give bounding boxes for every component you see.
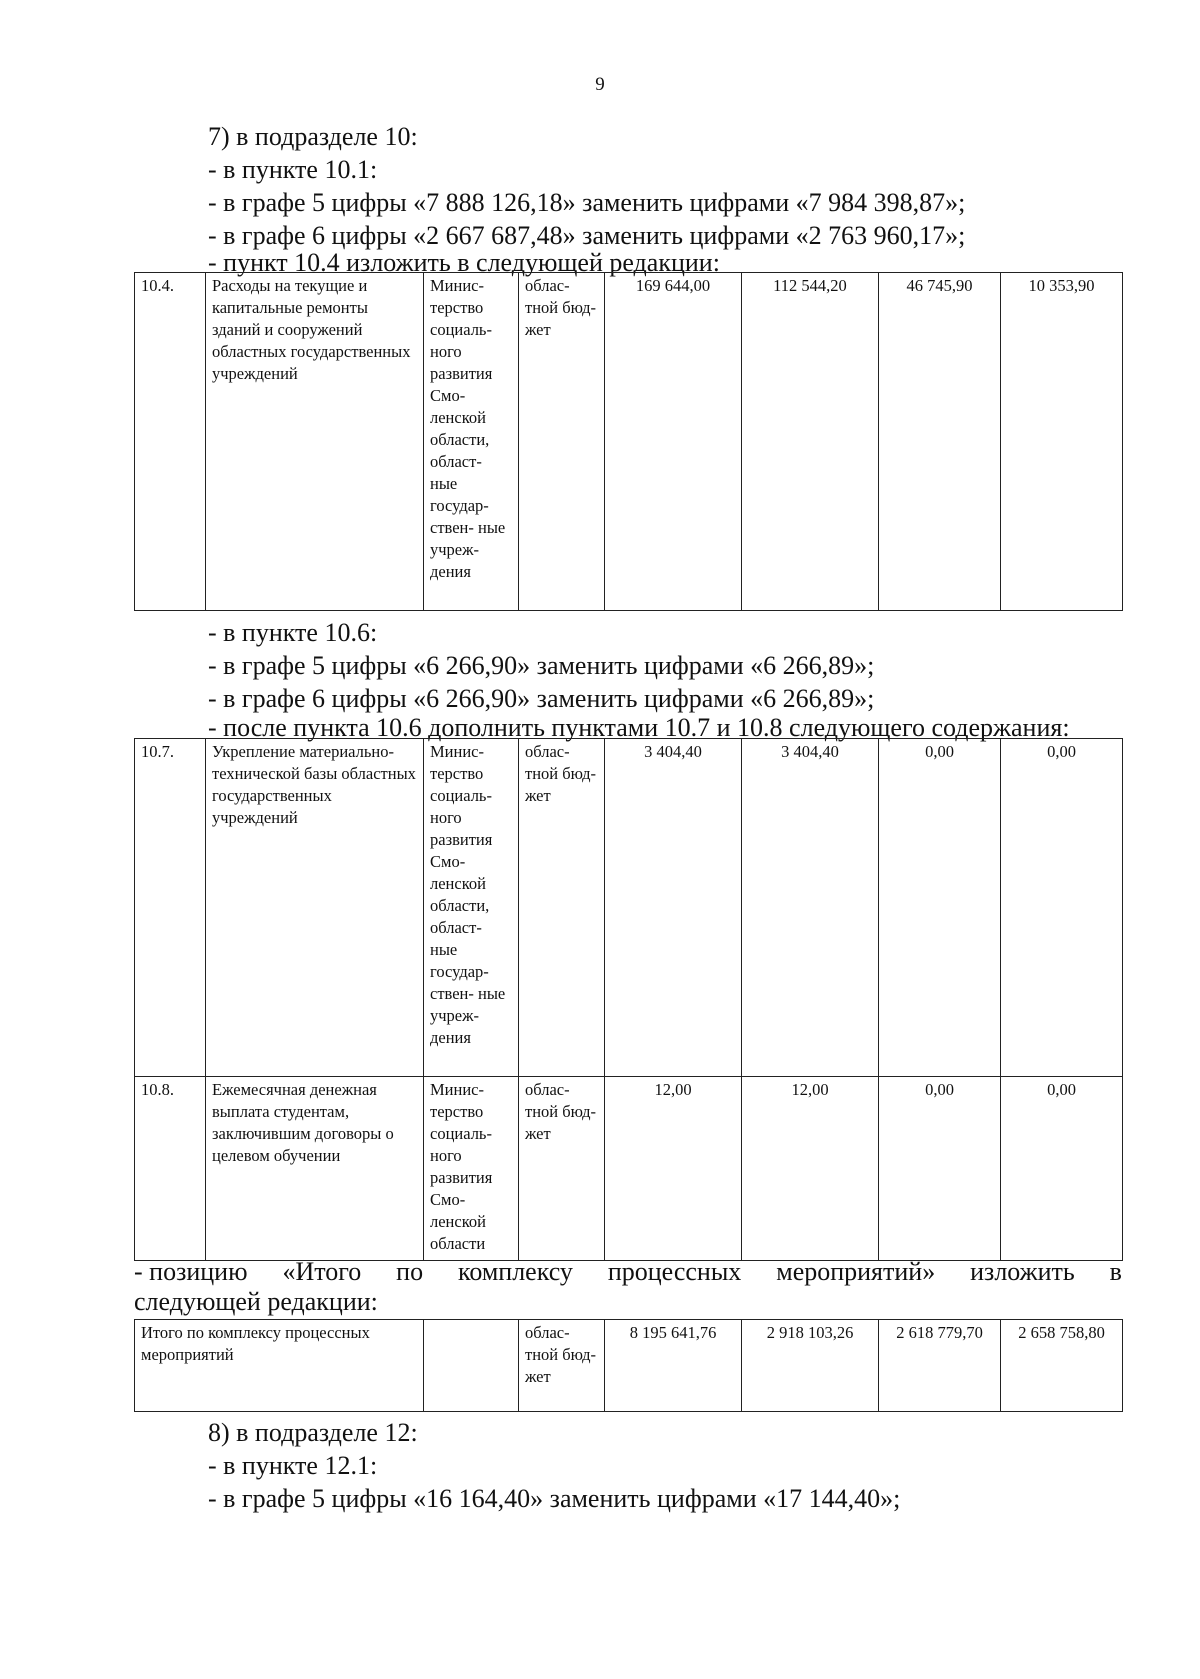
- value-col6-cell: 2 918 103,26: [742, 1320, 879, 1412]
- page-number: 9: [595, 74, 605, 95]
- word: комплексу: [458, 1257, 573, 1286]
- position-total-paragraph: [134, 1257, 1122, 1317]
- value-col6-cell: 112 544,20: [742, 273, 879, 611]
- table-total-row: [134, 1319, 1123, 1412]
- value-col7-cell: 0,00: [879, 739, 1001, 1077]
- item-10-6-line: - в пункте 10.6:: [208, 618, 378, 647]
- total-name-cell: Итого по комплексу процессных мероприятий: [135, 1320, 424, 1412]
- item-12-1-line: - в пункте 12.1:: [208, 1451, 378, 1480]
- table-row: [135, 1077, 1123, 1261]
- value-col5-cell: 169 644,00: [605, 273, 742, 611]
- word: изложить: [970, 1257, 1075, 1286]
- value-col7-cell: 0,00: [879, 1077, 1001, 1261]
- column-5-change-12-1-line: - в графе 5 цифры «16 164,40» заменить цифрами «17 144,40»;: [208, 1484, 901, 1513]
- value-col8-cell: 0,00: [1001, 1077, 1123, 1261]
- table-items-10-7-10-8: [134, 738, 1123, 1261]
- row-number-cell: 10.7.: [135, 739, 206, 1077]
- subsection-12-heading: 8) в подразделе 12:: [208, 1418, 418, 1447]
- column-5-change-10-6-line: - в графе 5 цифры «6 266,90» заменить цифрами «6 266,89»;: [208, 651, 875, 680]
- column-5-change-line: - в графе 5 цифры «7 888 126,18» заменить цифрами «7 984 398,87»;: [208, 188, 966, 217]
- table-row: [135, 1320, 1123, 1412]
- funding-source-cell: облас- тной бюд- жет: [519, 1077, 605, 1261]
- value-col8-cell: 10 353,90: [1001, 273, 1123, 611]
- column-6-change-line: - в графе 6 цифры «2 667 687,48» заменить цифрами «2 763 960,17»;: [208, 221, 966, 250]
- value-col7-cell: 2 618 779,70: [879, 1320, 1001, 1412]
- value-col6-cell: 12,00: [742, 1077, 879, 1261]
- subsection-10-heading: 7) в подразделе 10:: [208, 122, 418, 151]
- activity-name-cell: Укрепление материально- технической базы областных государственных учреждений: [206, 739, 424, 1077]
- value-col5-cell: 8 195 641,76: [605, 1320, 742, 1412]
- table-item-10-4: [134, 272, 1123, 611]
- word: в: [1109, 1257, 1122, 1286]
- table-row: [135, 739, 1123, 1077]
- value-col7-cell: 46 745,90: [879, 273, 1001, 611]
- item-10-4-intro-line: - пункт 10.4 изложить в следующей редакции:: [208, 248, 720, 277]
- row-number-cell: 10.8.: [135, 1077, 206, 1261]
- activity-name-cell: Расходы на текущие и капитальные ремонты зданий и сооружений областных государственных учреждений: [206, 273, 424, 611]
- activity-name-cell: Ежемесячная денежная выплата студентам, заключившим договоры о целевом обучении: [206, 1077, 424, 1261]
- add-items-intro-line: - после пункта 10.6 дополнить пунктами 10.7 и 10.8 следующего содержания:: [208, 713, 1070, 742]
- position-total-line-2: следующей редакции:: [134, 1287, 378, 1316]
- value-col6-cell: 3 404,40: [742, 739, 879, 1077]
- table-row: [135, 273, 1123, 611]
- value-col5-cell: 3 404,40: [605, 739, 742, 1077]
- word: по: [396, 1257, 424, 1286]
- value-col5-cell: 12,00: [605, 1077, 742, 1261]
- executor-cell: [424, 1320, 519, 1412]
- value-col8-cell: 2 658 758,80: [1001, 1320, 1123, 1412]
- funding-source-cell: облас- тной бюд- жет: [519, 739, 605, 1077]
- position-total-line-1: [134, 1257, 1122, 1287]
- word: процессных: [607, 1257, 742, 1286]
- column-6-change-10-6-line: - в графе 6 цифры «6 266,90» заменить цифрами «6 266,89»;: [208, 684, 875, 713]
- executor-cell: Минис- терство социаль- ного развития Смо- ленской области: [424, 1077, 519, 1261]
- word: - позицию: [134, 1257, 248, 1286]
- funding-source-cell: облас- тной бюд- жет: [519, 273, 605, 611]
- item-10-1-line: - в пункте 10.1:: [208, 155, 378, 184]
- word: «Итого: [282, 1257, 362, 1286]
- word: мероприятий»: [776, 1257, 936, 1286]
- executor-cell: Минис- терство социаль- ного развития Смо- ленской области, област- ные государ- ствен- ные учреж- дения: [424, 739, 519, 1077]
- funding-source-cell: облас- тной бюд- жет: [519, 1320, 605, 1412]
- executor-cell: Минис- терство социаль- ного развития Смо- ленской области, област- ные государ- ствен- ные учреж- дения: [424, 273, 519, 611]
- row-number-cell: 10.4.: [135, 273, 206, 611]
- value-col8-cell: 0,00: [1001, 739, 1123, 1077]
